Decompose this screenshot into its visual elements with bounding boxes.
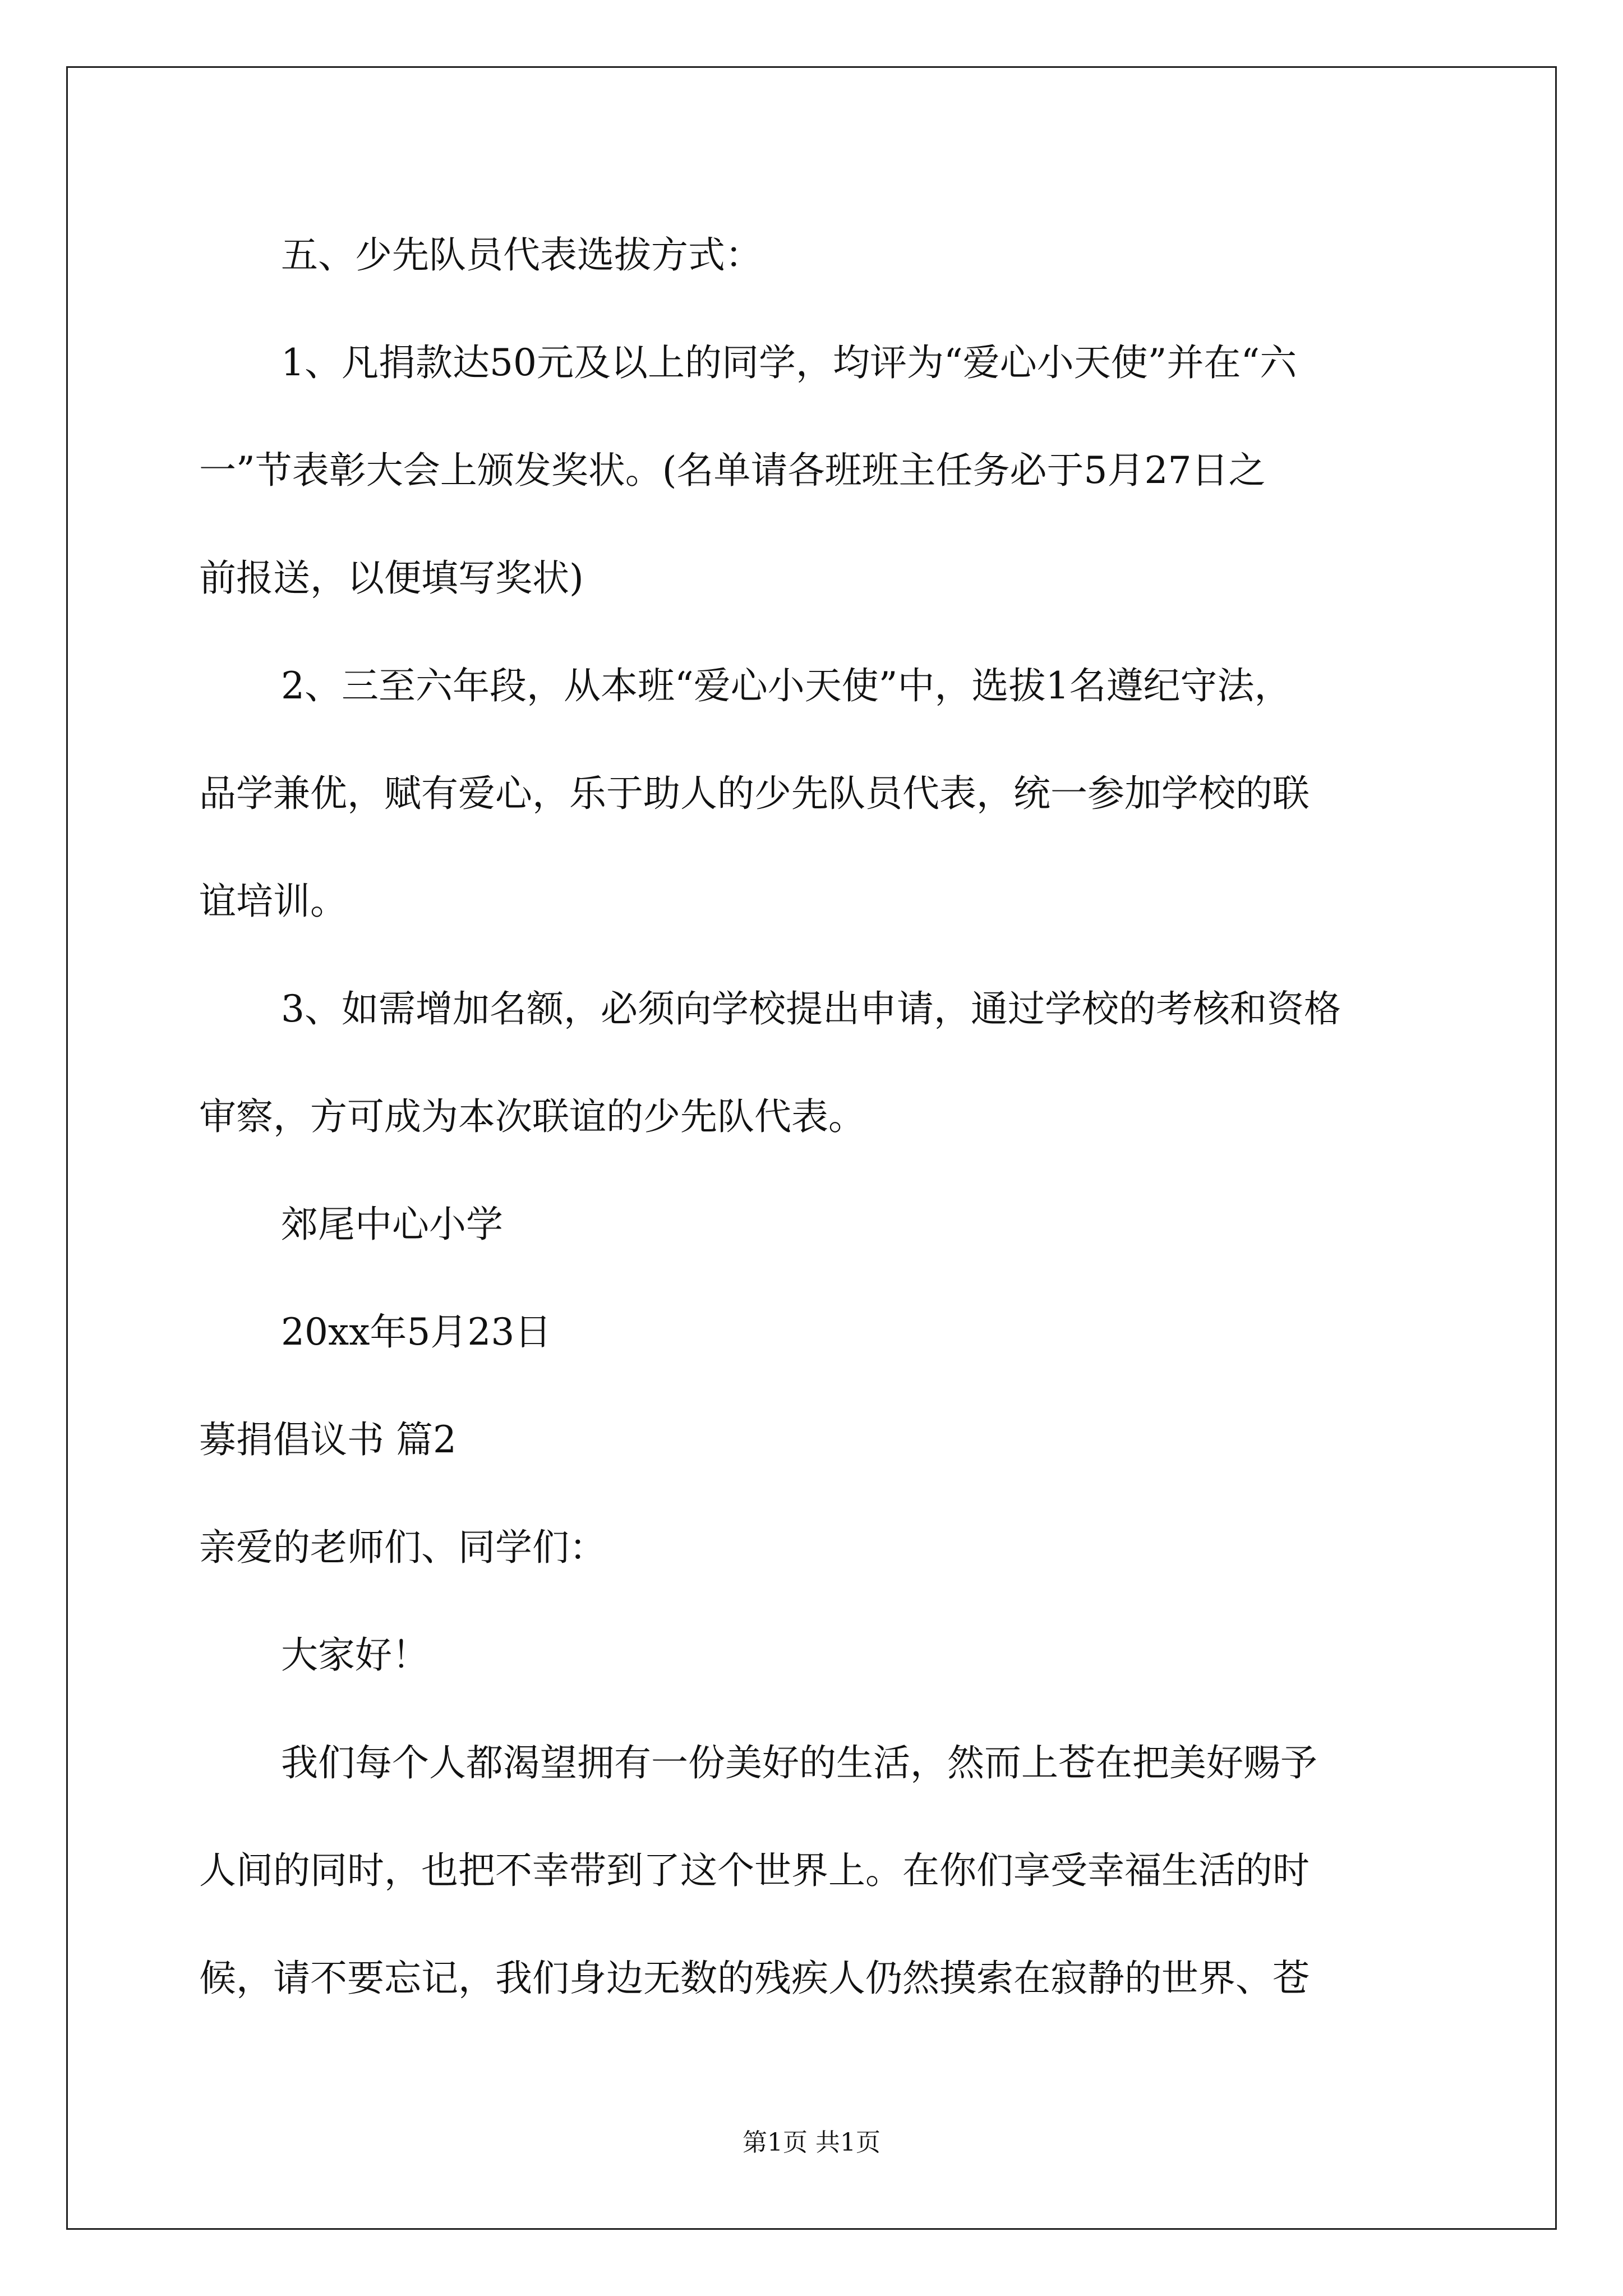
greeting: 大家好！ [281,1634,429,1677]
section-heading: 五、少先队员代表选拔方式： [281,233,762,277]
paragraph-line: 我们每个人都渴望拥有一份美好的生活，然而上苍在把美好赐予 [281,1741,1317,1784]
signature-school: 郊尾中心小学 [281,1203,503,1246]
salutation: 亲爱的老师们、同学们： [199,1526,606,1569]
paragraph-line: 候，请不要忘记，我们身边无数的残疾人仍然摸索在寂静的世界、苍 [199,1957,1310,2000]
signature-date: 20xx年5月23日 [281,1310,552,1354]
paragraph-line: 2、三至六年段，从本班“爱心小天使”中，选拔1名遵纪守法， [281,664,1292,707]
paragraph-line: 审察，方可成为本次联谊的少先队代表。 [199,1095,865,1138]
paragraph-line: 1、凡捐款达50元及以上的同学，均评为“爱心小天使”并在“六 [281,341,1297,384]
page-number-footer: 第1页 共1页 [743,2128,880,2157]
paragraph-line: 品学兼优，赋有爱心，乐于助人的少先队员代表，统一参加学校的联 [199,772,1310,815]
article-title: 募捐倡议书 篇2 [199,1418,457,1461]
paragraph-line: 3、如需增加名额，必须向学校提出申请，通过学校的考核和资格 [281,987,1341,1030]
paragraph-line: 谊培训。 [199,880,347,923]
paragraph-line: 一”节表彰大会上颁发奖状。(名单请各班班主任务必于5月27日之 [199,449,1266,492]
paragraph-line: 人间的同时，也把不幸带到了这个世界上。在你们享受幸福生活的时 [199,1849,1310,1892]
paragraph-line: 前报送，以便填写奖状) [199,556,584,600]
